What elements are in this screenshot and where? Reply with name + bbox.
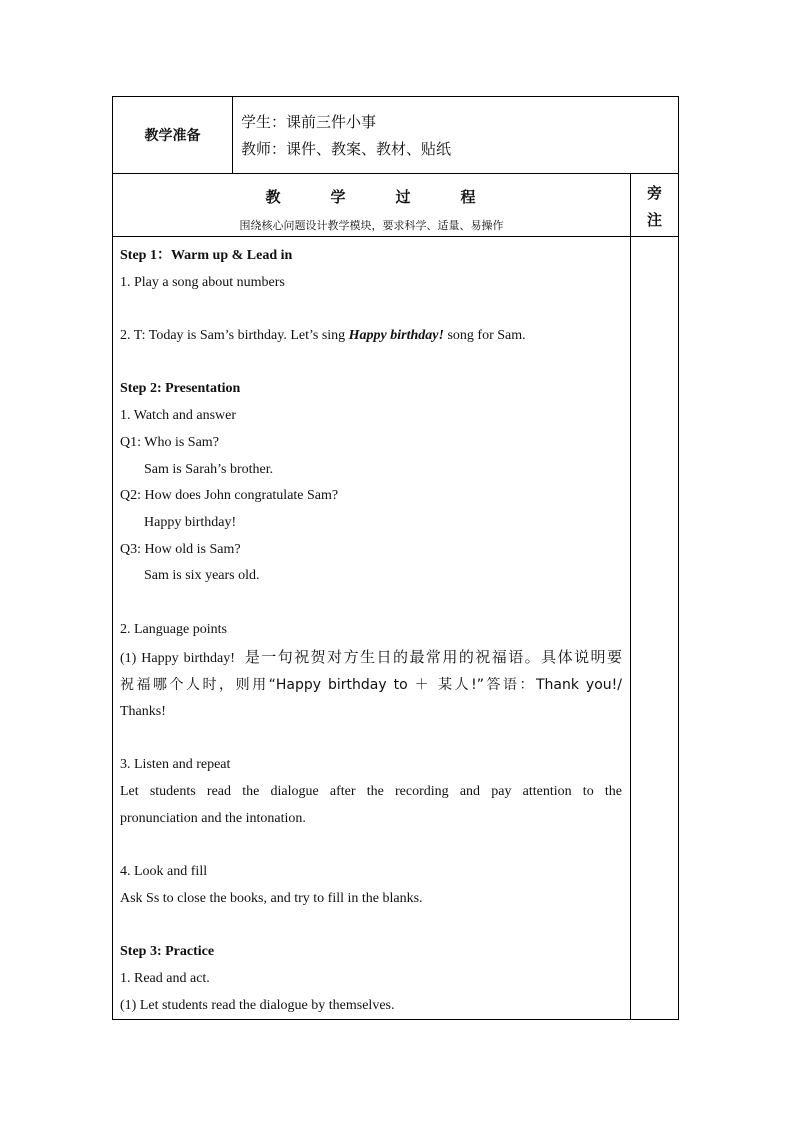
answer-3: Sam is six years old.	[144, 568, 260, 584]
step1-item1: 1. Play a song about numbers	[120, 274, 285, 290]
title-char: 学	[330, 188, 348, 206]
read-heading: 1. Read and act.	[120, 970, 210, 986]
process-title	[113, 186, 630, 207]
title-char: 教	[265, 188, 283, 206]
blank-line	[120, 913, 622, 940]
song-title: Happy birthday!	[348, 328, 444, 344]
step1-title: Step 1：Warm up & Lead in	[120, 248, 293, 263]
listen-line-1: Let students read the dialogue after the recording and pay attention to the	[120, 784, 622, 799]
process-subtitle: 围绕核心问题设计教学模块，要求科学、适量、易操作	[239, 219, 504, 232]
process-body-row	[113, 237, 679, 1020]
language-heading: 2. Language points	[120, 621, 227, 637]
language-line-3: Thanks!	[120, 703, 166, 719]
answer-1: Sam is Sarah’s brother.	[144, 461, 274, 477]
blank-line	[120, 726, 622, 753]
title-char: 过	[395, 188, 413, 206]
side-notes-header	[631, 174, 679, 237]
title-char: 程	[460, 188, 478, 206]
blank-line	[120, 350, 622, 377]
language-line-2: 祝福哪个人时，则用“Happy birthday to ＋ 某人!”答语：Thank you!/	[120, 677, 622, 694]
listen-line-2: pronunciation and the intonation.	[120, 810, 306, 826]
look-heading: 4. Look and fill	[120, 864, 208, 880]
step1-item2-pre: 2. T: Today is Sam’s birthday. Let’s sing	[120, 328, 346, 344]
side-char: 旁	[647, 184, 663, 202]
lesson-plan-table	[112, 96, 679, 1020]
blank-line	[120, 832, 622, 859]
watch-heading: 1. Watch and answer	[120, 408, 237, 424]
question-2: Q2: How does John congratulate Sam?	[120, 488, 339, 504]
language-line-1	[120, 644, 622, 673]
step2-title: Step 2: Presentation	[120, 381, 241, 397]
language-line-1-cn: 是一句祝贺对方生日的最常用的祝福语。具体说明要	[244, 647, 622, 666]
process-header-row	[113, 174, 679, 237]
side-notes-column	[631, 237, 679, 1020]
blank-line	[120, 590, 622, 617]
lesson-plan-page	[112, 96, 678, 1020]
blank-line	[120, 296, 622, 323]
prep-content	[233, 97, 679, 174]
question-1: Q1: Who is Sam?	[120, 434, 219, 450]
language-line-1-en: (1) Happy birthday!	[120, 650, 235, 666]
prep-label: 教学准备	[113, 97, 233, 174]
answer-2: Happy birthday!	[144, 515, 237, 530]
prep-row	[113, 97, 679, 174]
prep-teacher: 教师：课件、教案、教材、贴纸	[241, 140, 452, 158]
process-header	[113, 174, 631, 237]
prep-students: 学生：课前三件小事	[241, 113, 377, 131]
step3-title: Step 3: Practice	[120, 944, 215, 960]
look-line: Ask Ss to close the books, and try to fill in the blanks.	[120, 890, 423, 906]
step1-item2	[120, 323, 622, 350]
process-content	[113, 237, 631, 1020]
question-3: Q3: How old is Sam?	[120, 541, 241, 557]
listen-heading: 3. Listen and repeat	[120, 757, 231, 773]
step1-item2-post: song for Sam.	[447, 328, 526, 344]
side-char: 注	[647, 211, 663, 229]
read-line: (1) Let students read the dialogue by themselves.	[120, 997, 395, 1013]
